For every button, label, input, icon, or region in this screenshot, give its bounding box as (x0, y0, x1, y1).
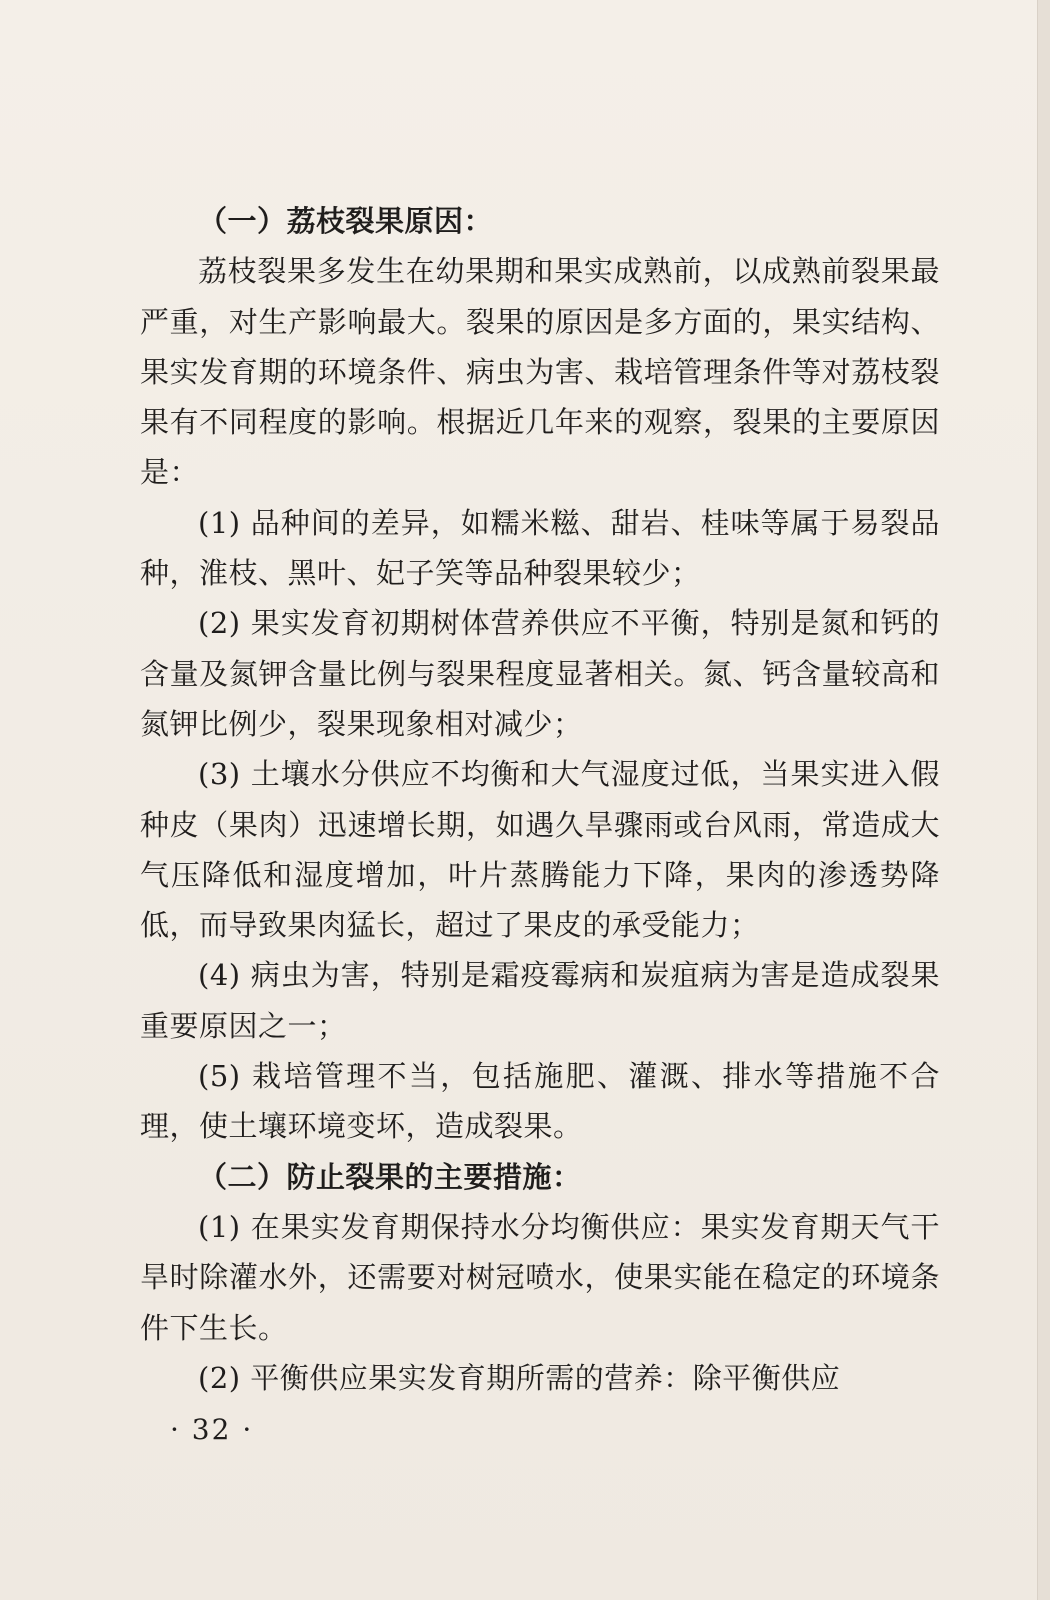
reason-5: (5) 栽培管理不当，包括施肥、灌溉、排水等措施不合理，使土壤环境变坏，造成裂果。 (140, 1059, 940, 1144)
reason-2: (2) 果实发育初期树体营养供应不平衡，特别是氮和钙的含量及氮钾含量比例与裂果程度显著相关。氮、钙含量较高和氮钾比例少，裂果现象相对减少； (140, 606, 940, 741)
intro-paragraph: 荔枝裂果多发生在幼果期和果实成熟前，以成熟前裂果最严重，对生产影响最大。裂果的原因是多方面的，果实结构、果实发育期的环境条件、病虫为害、栽培管理条件等对荔枝裂果有不同程度的影响。根据近几年来的观察，裂果的主要原因是： (140, 254, 940, 490)
reason-4: (4) 病虫为害，特别是霜疫霉病和炭疽病为害是造成裂果重要原因之一； (140, 958, 940, 1043)
measure-2: (2) 平衡供应果实发育期所需的营养：除平衡供应 (198, 1360, 841, 1395)
reason-3: (3) 土壤水分供应不均衡和大气湿度过低，当果实进入假种皮（果肉）迅速增长期，如遇久旱骤雨或台风雨，常造成大气压降低和湿度增加，叶片蒸腾能力下降，果肉的渗透势降低，而导致果肉猛长，超过了果皮的承受能力； (140, 757, 940, 943)
reason-1: (1) 品种间的差异，如糯米糍、甜岩、桂味等属于易裂品种，淮枝、黑叶、妃子笑等品种裂果较少； (140, 505, 940, 591)
section-heading-measures: （二）防止裂果的主要措施： (198, 1159, 582, 1194)
page-content (140, 196, 940, 1403)
page-number: · 32 · (170, 1413, 254, 1446)
measure-1: (1) 在果实发育期保持水分均衡供应：果实发育期天气干旱时除灌水外，还需要对树冠喷水，使果实能在稳定的环境条件下生长。 (140, 1209, 940, 1345)
page-edge (1037, 0, 1050, 1600)
section-heading-causes: （一）荔枝裂果原因： (198, 204, 494, 238)
